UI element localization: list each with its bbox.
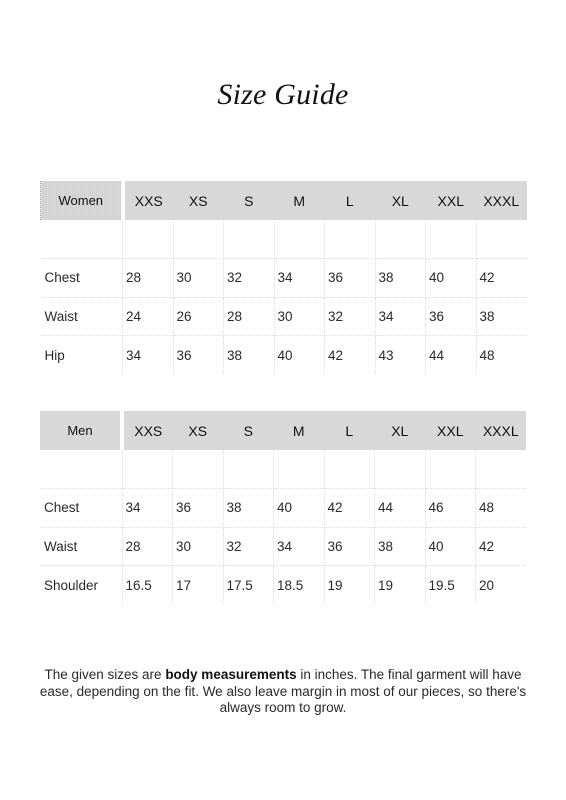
measurement-value: 20: [479, 577, 495, 593]
empty-cell: [274, 450, 325, 489]
men-size-header: XXS: [122, 411, 173, 450]
measurement-value: 17.5: [223, 566, 274, 604]
measurement-value: 30: [173, 527, 224, 566]
measurement-value: 19: [375, 566, 426, 604]
empty-cell: [375, 450, 426, 489]
measurement-value: 16.5: [122, 566, 173, 604]
empty-cell: [375, 220, 426, 259]
measurement-value: 38: [375, 259, 426, 298]
measurement-value: 34: [122, 489, 173, 528]
men-header-label: Men: [40, 411, 122, 450]
empty-cell: [41, 220, 123, 259]
measurement-value: 36: [324, 527, 375, 566]
empty-cell: [324, 450, 375, 489]
measurement-value: 40: [426, 259, 477, 298]
empty-cell: [476, 220, 527, 259]
measurement-value: 36: [173, 489, 224, 528]
men-size-header: XL: [375, 411, 426, 450]
measurement-value: 42: [324, 489, 375, 528]
measurement-value: 38: [223, 489, 274, 528]
measurement-value: 19: [324, 566, 375, 604]
men-size-header: S: [223, 411, 274, 450]
women-spacer-row: [41, 220, 527, 259]
measurement-value: 44: [375, 489, 426, 528]
measurement-value: 26: [173, 297, 224, 336]
measurement-label: Hip: [41, 336, 123, 374]
measurement-value: 36: [325, 259, 376, 298]
measurement-value: 46: [425, 489, 476, 528]
measurement-value: 40: [274, 336, 325, 374]
measurement-value: 32: [224, 259, 275, 298]
women-header-label: Women: [41, 181, 123, 220]
note-bold-text: body measurements: [165, 667, 297, 682]
men-measurement-row: [40, 566, 526, 604]
women-header-row: [41, 181, 527, 220]
measurement-value: 44: [426, 336, 477, 374]
men-size-table: [40, 411, 526, 604]
women-measurement-row: [41, 297, 527, 336]
men-size-header: M: [274, 411, 325, 450]
women-size-header: S: [224, 181, 275, 220]
empty-cell: [425, 450, 476, 489]
men-header-row: [40, 411, 526, 450]
note-text-end: in inches. The final garment will have ease, depending on the fit. We also leave margin in most of our pieces, so there's always room to grow.: [39, 667, 527, 715]
women-size-table: [40, 181, 527, 374]
measurement-label: Shoulder: [40, 566, 122, 604]
measurement-value: 38: [375, 527, 426, 566]
women-size-header: XXL: [426, 181, 477, 220]
measurement-value: 38: [224, 336, 275, 374]
empty-cell: [40, 450, 122, 489]
women-measurement-row: [41, 259, 527, 298]
measurement-value: 30: [274, 297, 325, 336]
empty-cell: [123, 220, 174, 259]
women-size-header: XS: [173, 181, 224, 220]
men-size-header: XS: [173, 411, 224, 450]
women-size-header: XXXL: [476, 181, 527, 220]
measurement-value: 32: [325, 297, 376, 336]
measurement-label: Chest: [40, 489, 122, 528]
measurement-value: 28: [122, 527, 173, 566]
measurement-value: 28: [224, 297, 275, 336]
measurement-label: Waist: [41, 297, 123, 336]
men-size-header: XXXL: [476, 411, 527, 450]
measurement-value: 17: [173, 566, 224, 604]
measurement-value: 48: [476, 489, 527, 528]
men-spacer-row: [40, 450, 526, 489]
measurement-value: 40: [425, 527, 476, 566]
women-measurement-row: [41, 336, 527, 374]
empty-cell: [325, 220, 376, 259]
measurement-value: 30: [173, 259, 224, 298]
measurement-value: 34: [274, 527, 325, 566]
measurement-value: 40: [274, 489, 325, 528]
women-size-header: XL: [375, 181, 426, 220]
empty-cell: [173, 450, 224, 489]
measurement-note: [30, 667, 536, 717]
measurement-value: 42: [325, 336, 376, 374]
empty-cell: [122, 450, 173, 489]
measurement-value: 42: [476, 259, 527, 298]
measurement-value: 34: [375, 297, 426, 336]
men-size-header: L: [324, 411, 375, 450]
women-size-header: M: [274, 181, 325, 220]
measurement-value: 42: [476, 527, 527, 566]
empty-cell: [476, 450, 527, 489]
note-text-start: The given sizes are: [44, 667, 166, 682]
measurement-value: 24: [123, 297, 174, 336]
measurement-value: 34: [123, 336, 174, 374]
measurement-label: Waist: [40, 527, 122, 566]
measurement-value: 36: [173, 336, 224, 374]
empty-cell: [274, 220, 325, 259]
measurement-value: 32: [223, 527, 274, 566]
empty-cell: [223, 450, 274, 489]
empty-cell: [173, 220, 224, 259]
men-size-header: XXL: [425, 411, 476, 450]
measurement-value: 19.5: [425, 566, 476, 604]
empty-cell: [224, 220, 275, 259]
page-title: Size Guide: [217, 78, 349, 111]
empty-cell: [426, 220, 477, 259]
men-measurement-row: [40, 527, 526, 566]
men-measurement-row: [40, 489, 526, 528]
measurement-value: 38: [476, 297, 527, 336]
measurement-value: 36: [426, 297, 477, 336]
women-size-header: L: [325, 181, 376, 220]
measurement-label: Chest: [41, 259, 123, 298]
measurement-value: 43: [375, 336, 426, 374]
women-size-header: XXS: [123, 181, 174, 220]
measurement-value: 34: [274, 259, 325, 298]
measurement-value: 28: [123, 259, 174, 298]
measurement-value: 18.5: [274, 566, 325, 604]
measurement-value: 48: [479, 347, 495, 363]
